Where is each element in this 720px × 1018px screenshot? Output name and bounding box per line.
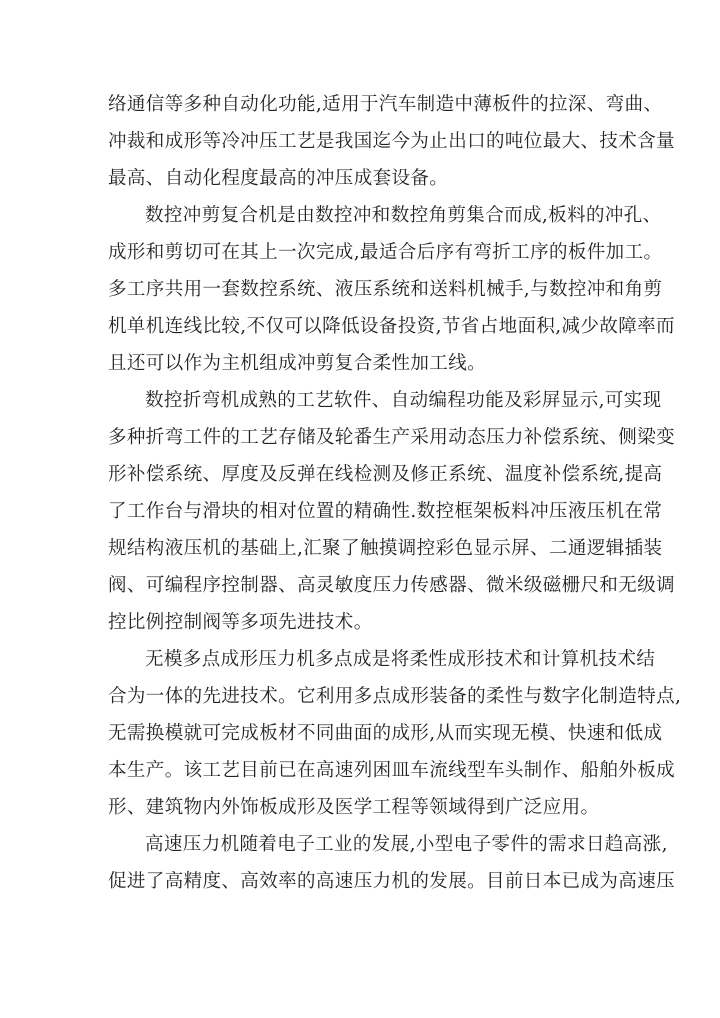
text-line: 规结构液压机的基础上,汇聚了触摸调控彩色显示屏、二通逻辑插装 [108,538,663,559]
text-line: 络通信等多种自动化功能,适用于汽车制造中薄板件的拉深、弯曲、 [108,94,663,115]
text-line: 无需换模就可完成板材不同曲面的成形,从而实现无模、快速和低成 [108,723,663,744]
text-line: 合为一体的先进技术。它利用多点成形装备的柔性与数字化制造特点, [108,686,682,707]
text-line: 机单机连线比较,不仅可以降低设备投资,节省占地面积,减少故障率而 [108,316,675,337]
text-line: 多种折弯工件的工艺存储及轮番生产采用动态压力补偿系统、侧梁变 [108,427,676,448]
paragraph-first-line: 数控折弯机成熟的工艺软件、自动编程功能及彩屏显示,可实现 [145,390,662,411]
body-text [108,86,682,900]
text-line: 促进了高精度、高效率的高速压力机的发展。目前日本已成为高速压 [108,871,676,892]
paragraph-first-line: 高速压力机随着电子工业的发展,小型电子零件的需求日趋高涨, [145,834,668,855]
text-line: 本生产。该工艺目前已在高速列困皿车流线型车头制作、船舶外板成 [108,760,676,781]
paragraph-first-line: 数控冲剪复合机是由数控冲和数控角剪集合而成,板料的冲孔、 [145,205,662,226]
text-line: 成形和剪切可在其上一次完成,最适合后序有弯折工序的板件加工。 [108,242,663,263]
text-line: 阀、可编程序控制器、高灵敏度压力传感器、微米级磁栅尺和无级调 [108,575,676,596]
text-line: 冲裁和成形等冷冲压工艺是我国迄今为止出口的吨位最大、技术含量 [108,131,676,152]
text-line: 控比例控制阀等多项先进技术。 [108,612,373,633]
paragraph-first-line: 无模多点成形压力机多点成是将柔性成形技术和计算机技术结 [145,649,656,670]
text-line: 了工作台与滑块的相对位置的精确性.数控框架板料冲压液压机在常 [108,501,663,522]
text-line: 形、建筑物内外饰板成形及医学工程等领域得到广泛应用。 [108,797,600,818]
text-line: 且还可以作为主机组成冲剪复合柔性加工线。 [108,353,487,374]
text-line: 多工序共用一套数控系统、液压系统和送料机械手,与数控冲和角剪 [108,279,663,300]
text-line: 最高、自动化程度最高的冲压成套设备。 [108,168,449,189]
text-line: 形补偿系统、厚度及反弹在线检测及修正系统、温度补偿系统,提高 [108,464,663,485]
